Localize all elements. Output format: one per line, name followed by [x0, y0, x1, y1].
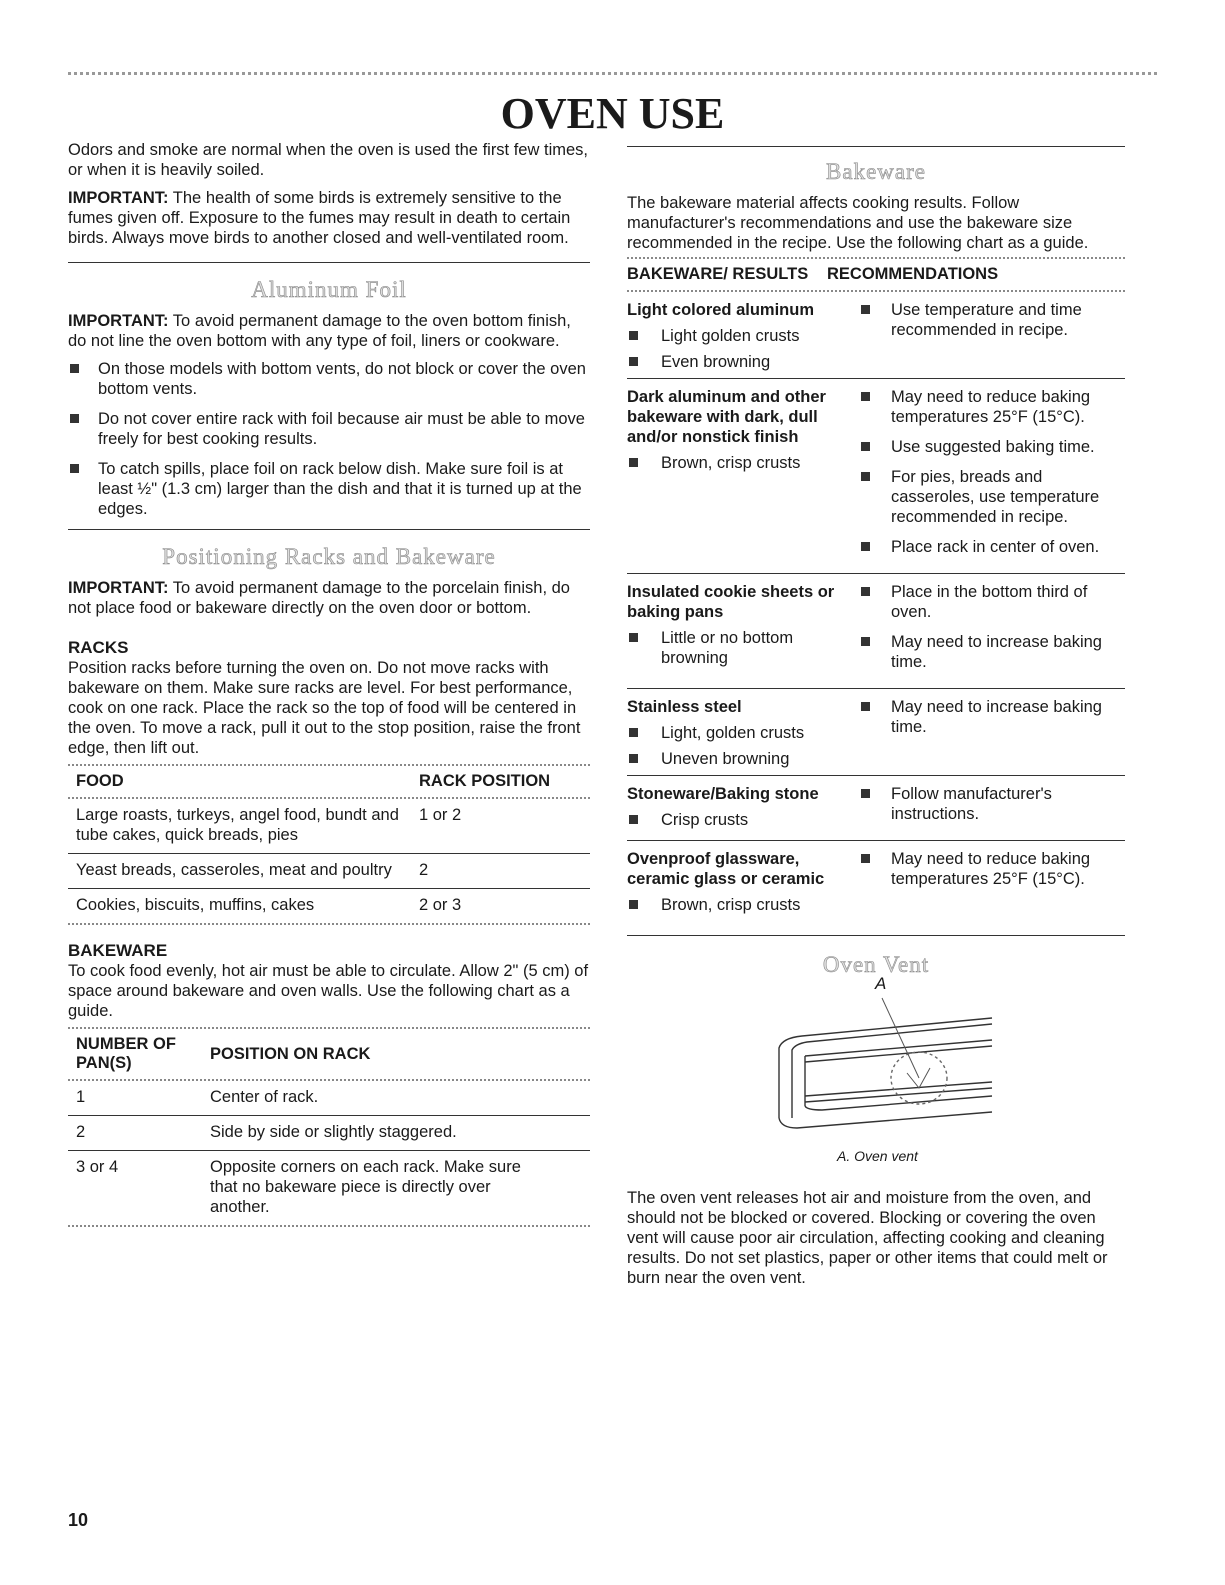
bakeware-cell [627, 582, 859, 682]
bakeware-cell [627, 697, 859, 769]
section-rule [627, 146, 1125, 147]
bakeware-row [627, 840, 1125, 921]
recommendation-cell [859, 300, 1125, 372]
food-cell: Yeast breads, casseroles, meat and poultry [76, 861, 392, 879]
bakeware-cell [627, 784, 859, 834]
racks-heading: RACKS [68, 638, 129, 657]
table-row [68, 854, 590, 889]
bakeware-cell [627, 387, 859, 567]
section-title-bakeware: Bakeware [826, 159, 926, 184]
top-rule [68, 72, 1157, 75]
recommendation-bullet: May need to increase baking time. [859, 632, 1125, 672]
table-row [68, 1081, 590, 1116]
header-number-of-pans: NUMBER OF PAN(S) [76, 1035, 176, 1072]
table-row [68, 1116, 590, 1151]
figure-caption: A. Oven vent [837, 1148, 918, 1164]
table-header [68, 766, 590, 797]
left-column [68, 140, 590, 1227]
foil-bullets [68, 359, 590, 519]
bakeware-name: Dark aluminum and other bakeware with dark, dull and/or nonstick finish [627, 388, 826, 446]
bakeware-name: Stainless steel [627, 698, 742, 716]
bakeware-row [627, 378, 1125, 573]
header-bakeware-results: BAKEWARE/ RESULTS [627, 265, 809, 283]
result-bullet: Brown, crisp crusts [627, 453, 859, 473]
recommendation-bullet: May need to reduce baking temperatures 25°F (15°C). [859, 849, 1125, 889]
result-bullet: Uneven browning [627, 749, 859, 769]
pan-count-cell: 2 [76, 1123, 86, 1141]
foil-important: IMPORTANT: To avoid permanent damage to the oven bottom finish, do not line the oven bottom with any type of foil, liners or cookware. [68, 312, 571, 350]
bakeware-text: To cook food evenly, hot air must be able to circulate. Allow 2" (5 cm) of space around bakeware and oven walls. Use the following chart as a guide. [68, 962, 589, 1020]
bakeware-intro: The bakeware material affects cooking results. Follow manufacturer's recommendations and use the bakeware size recommended in the recipe. Use the following chart as a guide. [627, 194, 1089, 252]
rack-position-cell: 2 [419, 861, 429, 879]
recommendation-cell [859, 697, 1125, 769]
racks-text: Position racks before turning the oven on. Do not move racks with bakeware on them. Make sure racks are level. For best performance, cook on one rack. Place the rack so the top of food will be centered in the oven. To move a rack, pull it out to the stop position, raise the front edge, then lift out. [68, 659, 581, 757]
bakeware-heading: BAKEWARE [68, 941, 168, 960]
rack-position-cell: Opposite corners on each rack. Make sure that no bakeware piece is directly over another. [210, 1158, 521, 1216]
bakeware-row [627, 292, 1125, 378]
recommendation-bullet: May need to reduce baking temperatures 25°F (15°C). [859, 387, 1125, 427]
rack-position-cell: 2 or 3 [419, 896, 462, 914]
rack-rows [68, 799, 590, 923]
result-bullet: Even browning [627, 352, 859, 372]
rack-position-table [68, 766, 590, 797]
rack-position-cell: Center of rack. [210, 1088, 319, 1106]
recommendation-bullet: For pies, breads and casseroles, use temperature recommended in recipe. [859, 467, 1125, 527]
result-bullet: Light golden crusts [627, 326, 859, 346]
recommendation-bullet: Use suggested baking time. [859, 437, 1125, 457]
section-rule [627, 935, 1125, 936]
intro-paragraph: Odors and smoke are normal when the oven is used the first few times, or when it is heavily soiled. [68, 141, 588, 179]
pan-count-cell: 3 or 4 [76, 1158, 119, 1176]
page-title: OVEN USE [500, 89, 725, 138]
oven-vent-text: The oven vent releases hot air and moisture from the oven, and should not be blocked or covered. Blocking or covering the oven vent will cause poor air circulation, affecting cooking and cleaning results. Do not set plastics, paper or other items that could melt or burn near the oven vent. [627, 1189, 1108, 1287]
bakeware-row [627, 573, 1125, 688]
bakeware-table-header [627, 259, 1125, 290]
header-rack-position: RACK POSITION [419, 772, 551, 790]
section-title-positioning: Positioning Racks and Bakeware [162, 544, 496, 569]
section-rule [68, 262, 590, 263]
rack-position-cell: 1 or 2 [419, 806, 462, 824]
recommendation-cell [859, 387, 1125, 567]
bakeware-cell [627, 300, 859, 372]
table-rule [68, 923, 590, 925]
bakeware-name: Ovenproof glassware, ceramic glass or ceramic [627, 850, 825, 888]
result-bullet: Crisp crusts [627, 810, 859, 830]
callout-a: A [875, 974, 887, 993]
bakeware-row [627, 775, 1125, 840]
section-title-oven-vent: Oven Vent [822, 952, 930, 977]
table-rule [68, 1225, 590, 1227]
right-column [627, 146, 1125, 1288]
foil-bullet: On those models with bottom vents, do not block or cover the oven bottom vents. [68, 359, 590, 399]
table-row [68, 889, 590, 924]
table-row [68, 799, 590, 854]
result-bullet: Light, golden crusts [627, 723, 859, 743]
result-bullet: Brown, crisp crusts [627, 895, 859, 915]
pan-table-header [68, 1029, 590, 1079]
bakeware-name: Light colored aluminum [627, 301, 815, 319]
recommendation-cell [859, 849, 1125, 915]
birds-warning: IMPORTANT: The health of some birds is extremely sensitive to the fumes given off. Exposure to the fumes may result in death to certain birds. Always move birds to another closed and well-ventilated room. [68, 189, 571, 247]
food-cell: Large roasts, turkeys, angel food, bundt and tube cakes, quick breads, pies [76, 806, 399, 844]
result-bullet: Little or no bottom browning [627, 628, 859, 668]
header-recommendations: RECOMMENDATIONS [827, 265, 999, 283]
oven-vent-figure [627, 974, 1125, 1178]
table-row [68, 1151, 590, 1226]
recommendation-bullet: Place rack in center of oven. [859, 537, 1125, 557]
positioning-important: IMPORTANT: To avoid permanent damage to the porcelain finish, do not place food or bakeware directly on the oven door or bottom. [68, 579, 570, 617]
section-rule [68, 529, 590, 530]
pan-rows [68, 1081, 590, 1225]
pan-count-cell: 1 [76, 1088, 86, 1106]
rack-position-cell: Side by side or slightly staggered. [210, 1123, 457, 1141]
bakeware-rows [627, 292, 1125, 921]
bakeware-name: Stoneware/Baking stone [627, 785, 819, 803]
header-position-on-rack: POSITION ON RACK [210, 1044, 371, 1063]
recommendation-bullet: Use temperature and time recommended in recipe. [859, 300, 1125, 340]
foil-bullet: To catch spills, place foil on rack below dish. Make sure foil is at least ½" (1.3 cm) larger than the dish and that it is turned up at the edges. [68, 459, 590, 519]
food-cell: Cookies, biscuits, muffins, cakes [76, 896, 315, 914]
bakeware-name: Insulated cookie sheets or baking pans [627, 583, 835, 621]
bakeware-cell [627, 849, 859, 915]
section-title-foil: Aluminum Foil [251, 277, 407, 302]
recommendation-bullet: Follow manufacturer's instructions. [859, 784, 1125, 824]
recommendation-cell [859, 582, 1125, 682]
recommendation-cell [859, 784, 1125, 834]
recommendation-bullet: Place in the bottom third of oven. [859, 582, 1125, 622]
header-food: FOOD [76, 772, 124, 790]
page-number: 10 [68, 1510, 89, 1530]
bakeware-row [627, 688, 1125, 775]
recommendation-bullet: May need to increase baking time. [859, 697, 1125, 737]
foil-bullet: Do not cover entire rack with foil because air must be able to move freely for best cooking results. [68, 409, 590, 449]
